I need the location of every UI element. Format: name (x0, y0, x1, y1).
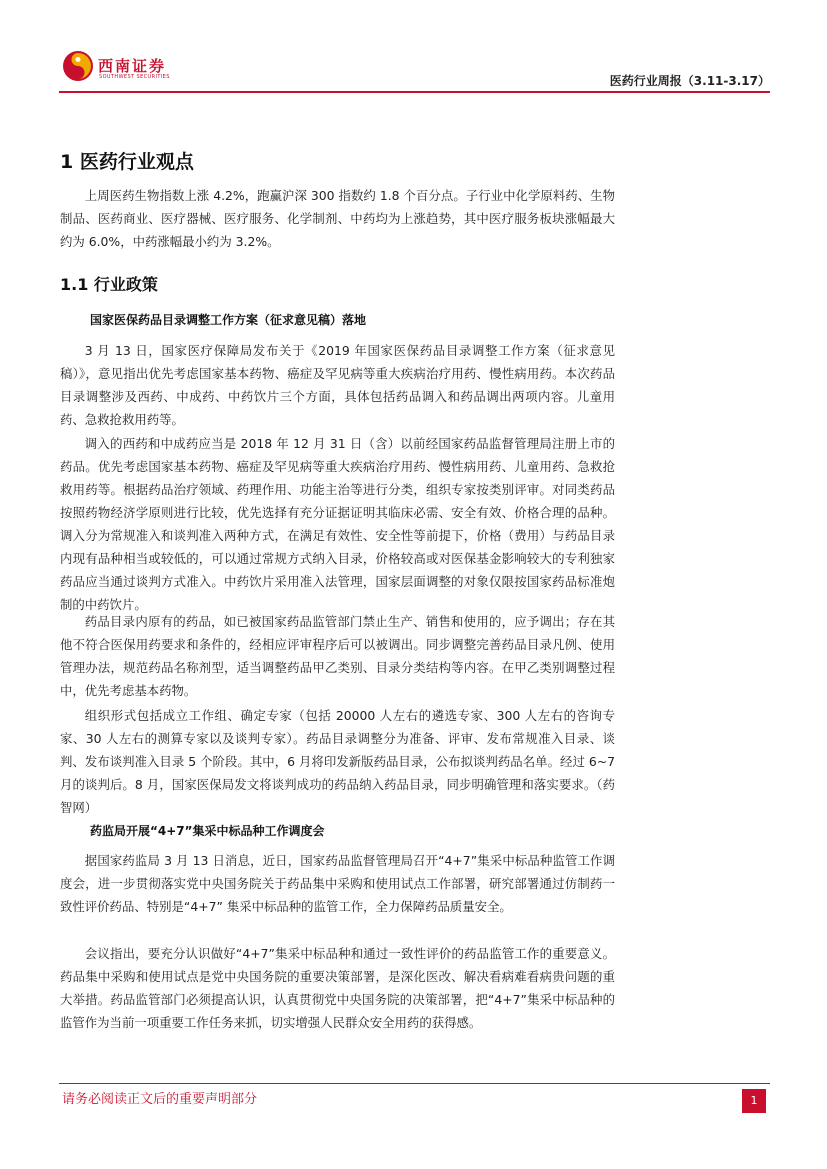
report-title: 医药行业周报（3.11-3.17） (609, 74, 770, 88)
logo-name-en: SOUTHWEST SECURITIES (99, 74, 170, 80)
topic-2-heading: 药监局开展“4+7”集采中标品种工作调度会 (90, 824, 325, 838)
topic-2-paragraph-2: 会议指出，要充分认识做好“4+7”集采中标品种和通过一致性评价的药品监管工作的重要意义。药品集中采购和使用试点是党中央国务院的重要决策部署，是深化医改、解决看病难看病贵问题的重大举措。药品监管部门必须提高认识，认真贯彻党中央国务院的决策部署，把“4+7”集采中标品种的监管作为当前一项重要工作任务来抓，切实增强人民群众安全用药的获得感。 (60, 946, 615, 1030)
footer-divider (59, 1083, 770, 1084)
topic-2-paragraph-1: 据国家药监局 3 月 13 日消息，近日，国家药品监督管理局召开“4+7”集采中标品种监管工作调度会，进一步贯彻落实党中央国务院关于药品集中采购和使用试点工作部署，研究部署通过仿制药一致性评价药品、特别是“4+7” 集采中标品种的监管工作，全力保障药品质量安全。 (60, 853, 615, 914)
header-divider (59, 91, 770, 93)
topic-1-paragraph-2: 调入的西药和中成药应当是 2018 年 12 月 31 日（含）以前经国家药品监督管理局注册上市的药品。优先考虑国家基本药物、癌症及罕见病等重大疾病治疗用药、慢性病用药、儿童用药、急救抢救用药等。根据药品治疗领域、药理作用、功能主治等进行分类，组织专家按类别评审。对同类药品按照药物经济学原则进行比较，优先选择有充分证据证明其临床必需、安全有效、价格合理的品种。调入分为常规准入和谈判准入两种方式，在满足有效性、安全性等前提下，价格（费用）与药品目录内现有品种相当或较低的，可以通过常规方式纳入目录，价格较高或对医保基金影响较大的专利独家药品应当通过谈判方式准入。中药饮片采用准入法管理，国家层面调整的对象仅限按国家药品标准炮制的中药饮片。 (60, 436, 615, 612)
page-header (0, 0, 827, 100)
section-1-1-heading: 1.1 行业政策 (60, 275, 158, 294)
topic-1-paragraph-4: 组织形式包括成立工作组、确定专家（包括 20000 人左右的遴选专家、300 人左右的咨询专家、30 人左右的测算专家以及谈判专家）。药品目录调整分为准备、评审、发布常规准入目录、谈判、发布谈判准入目录 5 个阶段。其中，6 月将印发新版药品目录，公布拟谈判药品名单。经过 6~7 月的谈判后。8 月，国家医保局发文将谈判成功的药品纳入药品目录，同步明确管理和落实要求。（药智网） (60, 708, 615, 815)
section-1-heading: 1 医药行业观点 (60, 151, 194, 173)
logo-emblem-icon (62, 50, 94, 82)
topic-1-paragraph-1: 3 月 13 日，国家医疗保障局发布关于《2019 年国家医保药品目录调整工作方案（征求意见稿）》，意见指出优先考虑国家基本药物、癌症及罕见病等重大疾病治疗用药、慢性病用药。本次药品目录调整涉及西药、中成药、中药饮片三个方面，具体包括药品调入和药品调出两项内容。儿童用药、急救抢救用药等。 (60, 343, 615, 427)
page-number: 1 (742, 1089, 766, 1113)
topic-1-paragraph-3: 药品目录内原有的药品，如已被国家药品监管部门禁止生产、销售和使用的，应予调出；存在其他不符合医保用药要求和条件的，经相应评审程序后可以被调出。同步调整完善药品目录凡例、使用管理办法，规范药品名称剂型，适当调整药品甲乙类别、目录分类结构等内容。在甲乙类别调整过程中，优先考虑基本药物。 (60, 614, 615, 698)
company-logo (62, 50, 172, 86)
logo-name-cn: 西南证券 (98, 57, 167, 75)
section-1-paragraph: 上周医药生物指数上涨 4.2%，跑赢沪深 300 指数约 1.8 个百分点。子行业中化学原料药、生物制品、医药商业、医疗器械、医疗服务、化学制剂、中药均为上涨趋势，其中医疗服务板块涨幅最大约为 6.0%，中药涨幅最小约为 3.2%。 (60, 188, 615, 249)
disclaimer-note: 请务必阅读正文后的重要声明部分 (62, 1092, 258, 1107)
topic-1-heading: 国家医保药品目录调整工作方案（征求意见稿）落地 (90, 313, 367, 327)
